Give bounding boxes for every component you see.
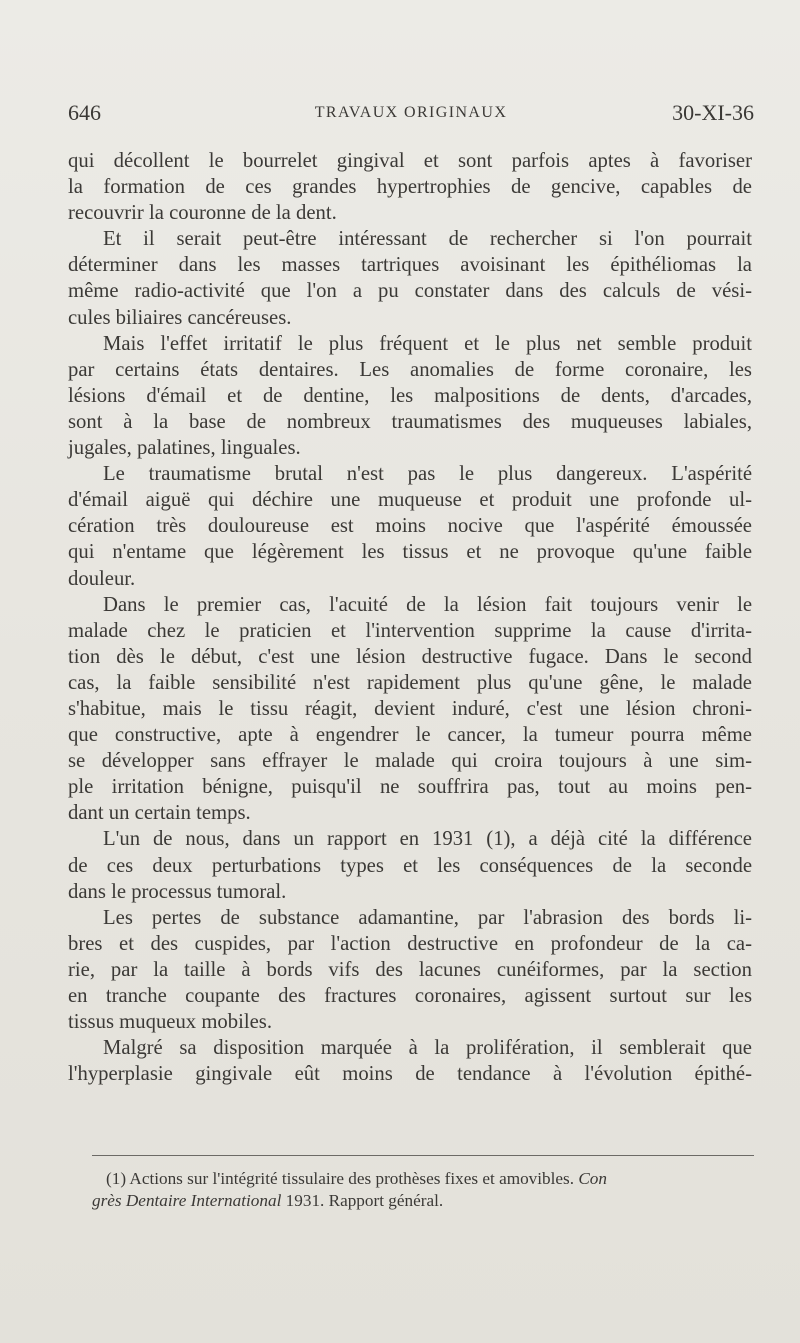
footnote-line-1 — [92, 1168, 754, 1190]
paragraph — [68, 461, 752, 591]
issue-date: 30-XI-36 — [672, 100, 754, 125]
text-line: la formation de ces grandes hypertrophies de gencive, capables de — [68, 176, 752, 199]
text-line: même radio-activité que l'on a pu constater dans des calculs de vési- — [68, 280, 752, 303]
text-line: qui décollent le bourrelet gingival et sont parfois aptes à favoriser — [68, 150, 752, 172]
paragraph — [68, 1035, 752, 1087]
text-line: L'un de nous, dans un rapport en 1931 (1), a déjà cité la différence — [103, 828, 752, 851]
text-line: jugales, palatines, linguales. — [68, 437, 301, 460]
footnote-line-2 — [92, 1190, 754, 1212]
text-line: lésions d'émail et de dentine, les malpositions de dents, d'arcades, — [68, 384, 752, 407]
footnote — [92, 1168, 754, 1212]
text-line: par certains états dentaires. Les anomalies de forme coronaire, les — [68, 358, 752, 381]
text-line: sont à la base de nombreux traumatismes des muqueuses labiales, — [68, 410, 752, 433]
running-title: TRAVAUX ORIGINAUX — [314, 104, 508, 121]
text-line: Et il serait peut-être intéressant de rechercher si l'on pourrait — [103, 228, 752, 251]
footnote-italic-1: Con — [578, 1169, 607, 1188]
text-line: recouvrir la couronne de la dent. — [68, 202, 337, 225]
text-line: cules biliaires cancéreuses. — [68, 306, 292, 329]
footnote-rule — [92, 1155, 754, 1156]
text-line: Mais l'effet irritatif le plus fréquent et le plus net semble produit — [103, 332, 752, 355]
text-line: s'habitue, mais le tissu réagit, devient induré, c'est une lésion chroni- — [68, 697, 752, 720]
paragraph — [68, 226, 752, 330]
text-line: se développer sans effrayer le malade qui croira toujours à une sim- — [68, 750, 752, 773]
paragraph — [68, 331, 752, 461]
paragraph — [68, 592, 752, 827]
footnote-text-2: 1931. Rapport général. — [285, 1191, 444, 1210]
running-head — [68, 100, 754, 130]
text-line: cération très douloureuse est moins nocive que l'aspérité émoussée — [68, 515, 752, 538]
text-line: que constructive, apte à engendrer le cancer, la tumeur pourra même — [68, 724, 752, 747]
text-line: rie, par la taille à bords vifs des lacunes cunéiformes, par la section — [68, 958, 752, 981]
text-line: qui n'entame que légèrement les tissus et ne provoque qu'une faible — [68, 541, 752, 564]
text-line: tissus muqueux mobiles. — [68, 1011, 273, 1034]
paragraph — [68, 826, 752, 904]
text-line: l'hyperplasie gingivale eût moins de tendance à l'évolution épithé- — [68, 1063, 752, 1086]
body-text — [68, 148, 752, 1087]
paragraph — [68, 905, 752, 1035]
text-line: ple irritation bénigne, puisqu'il ne souffrira pas, tout au moins pen- — [68, 776, 752, 799]
text-line: douleur. — [68, 567, 136, 590]
text-line: de ces deux perturbations types et les conséquences de la seconde — [68, 854, 752, 877]
text-line: malade chez le praticien et l'intervention supprime la cause d'irrita- — [68, 619, 752, 642]
text-line: d'émail aiguë qui déchire une muqueuse et produit une profonde ul- — [68, 489, 752, 512]
text-line: dans le processus tumoral. — [68, 880, 287, 903]
paragraph — [68, 148, 752, 226]
footnote-italic-2: grès Dentaire International — [92, 1191, 282, 1210]
text-line: Malgré sa disposition marquée à la prolifération, il semblerait que — [103, 1037, 752, 1060]
text-line: en tranche coupante des fractures coronaires, agissent surtout sur les — [68, 985, 752, 1007]
text-line: bres et des cuspides, par l'action destructive en profondeur de la ca- — [68, 932, 752, 955]
footnote-marker: (1) — [106, 1169, 127, 1188]
text-line: déterminer dans les masses tartriques avoisinant les épithéliomas la — [68, 254, 752, 277]
text-line: cas, la faible sensibilité n'est rapidement plus qu'une gêne, le malade — [68, 671, 752, 694]
text-line: dant un certain temps. — [68, 802, 251, 825]
text-line: tion dès le début, c'est une lésion destructive fugace. Dans le second — [68, 645, 752, 668]
page-number: 646 — [68, 100, 101, 125]
text-line: Les pertes de substance adamantine, par l'abrasion des bords li- — [103, 906, 752, 929]
footnote-text-1: Actions sur l'intégrité tissulaire des prothèses fixes et amovibles. — [129, 1169, 575, 1188]
text-line: Dans le premier cas, l'acuité de la lésion fait toujours venir le — [103, 593, 752, 616]
text-line: Le traumatisme brutal n'est pas le plus dangereux. L'aspérité — [103, 463, 752, 486]
